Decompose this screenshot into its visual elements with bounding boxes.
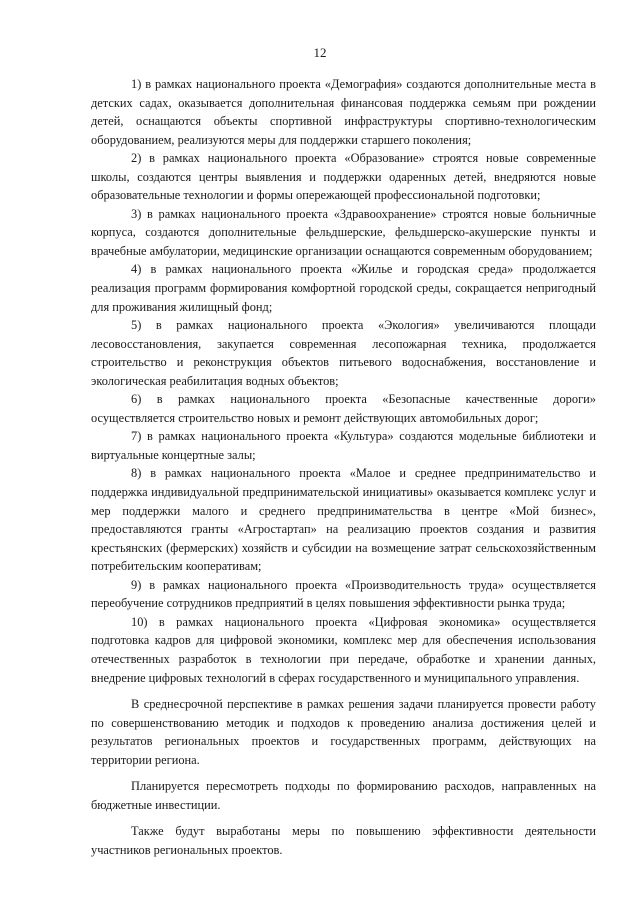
list-item-demography: 1) в рамках национального проекта «Демография» создаются дополнительные места в детских садах, оказывается дополнительная финансовая поддержка семьям при рождении детей, оснащаются объекты спортивной инфраструктуры спортивно-технологическим оборудованием, реализуются меры для поддержки старшего поколения; xyxy=(91,77,596,147)
list-item-small-business: 8) в рамках национального проекта «Малое и среднее предпринимательство и поддержка индивидуальной предпринимательской инициативы» оказывается комплекс услуг и мер поддержки малого и среднего предпринимательства в центре «Мой бизнес», предоставляются гранты «Агростартап» на реализацию проектов создания и развития крестьянских (фермерских) хозяйств и субсидии на возмещение затрат сельскохозяйственным потребительским кооперативам; xyxy=(91,466,596,574)
paragraph-expenditure: Планируется пересмотреть подходы по формированию расходов, направленных на бюджетные инвестиции. xyxy=(91,779,596,812)
list-item-culture: 7) в рамках национального проекта «Культура» создаются модельные библиотеки и виртуальные концертные залы; xyxy=(91,429,596,462)
list-item-healthcare: 3) в рамках национального проекта «Здравоохранение» строятся новые больничные корпуса, создаются дополнительные фельдшерские, фельдшерско-акушерские пункты и врачебные амбулатории, медицинские организации оснащаются современным оборудованием; xyxy=(91,206,596,258)
list-item-digital-economy: 10) в рамках национального проекта «Цифровая экономика» осуществляется подготовка кадров для цифровой экономики, комплекс мер для обеспечения использования отечественных разработок в технологии при передаче, обработке и хранении данных, внедрение цифровых технологий в сферах государственного и муниципального управления. xyxy=(91,614,596,685)
list-item-roads: 6) в рамках национального проекта «Безопасные качественные дороги» осуществляется строительство новых и ремонт действующих автомобильных дорог; xyxy=(91,392,596,425)
document-body xyxy=(91,75,596,859)
list-item-housing: 4) в рамках национального проекта «Жилье и городская среда» продолжается реализация программ формирования комфортной городской среды, сокращается непригодный для проживания жилищный фонд; xyxy=(91,262,596,314)
list-item-productivity: 9) в рамках национального проекта «Производительность труда» осуществляется переобучение сотрудников предприятий в целях повышения эффективности рынка труда; xyxy=(91,577,596,611)
paragraph-medium-term: В среднесрочной перспективе в рамках решения задачи планируется провести работу по совершенствованию методик и подходов к проведению анализа достижения целей и результатов региональных проектов и государственных программ, действующих на территории региона. xyxy=(91,697,596,767)
list-item-education: 2) в рамках национального проекта «Образование» строятся новые современные школы, создаются центры выявления и поддержки одаренных детей, внедряются новые образовательные технологии и формы опережающей профессиональной подготовки; xyxy=(91,151,596,203)
paragraph-efficiency: Также будут выработаны меры по повышению эффективности деятельности участников региональных проектов. xyxy=(91,824,596,857)
list-item-ecology: 5) в рамках национального проекта «Экология» увеличиваются площади лесовосстановления, закупается современная лесопожарная техника, продолжается строительство и реконструкция объектов питьевого водоснабжения, восстановление и экологическая реабилитация водных объектов; xyxy=(91,318,596,388)
page-number: 12 xyxy=(313,45,327,60)
